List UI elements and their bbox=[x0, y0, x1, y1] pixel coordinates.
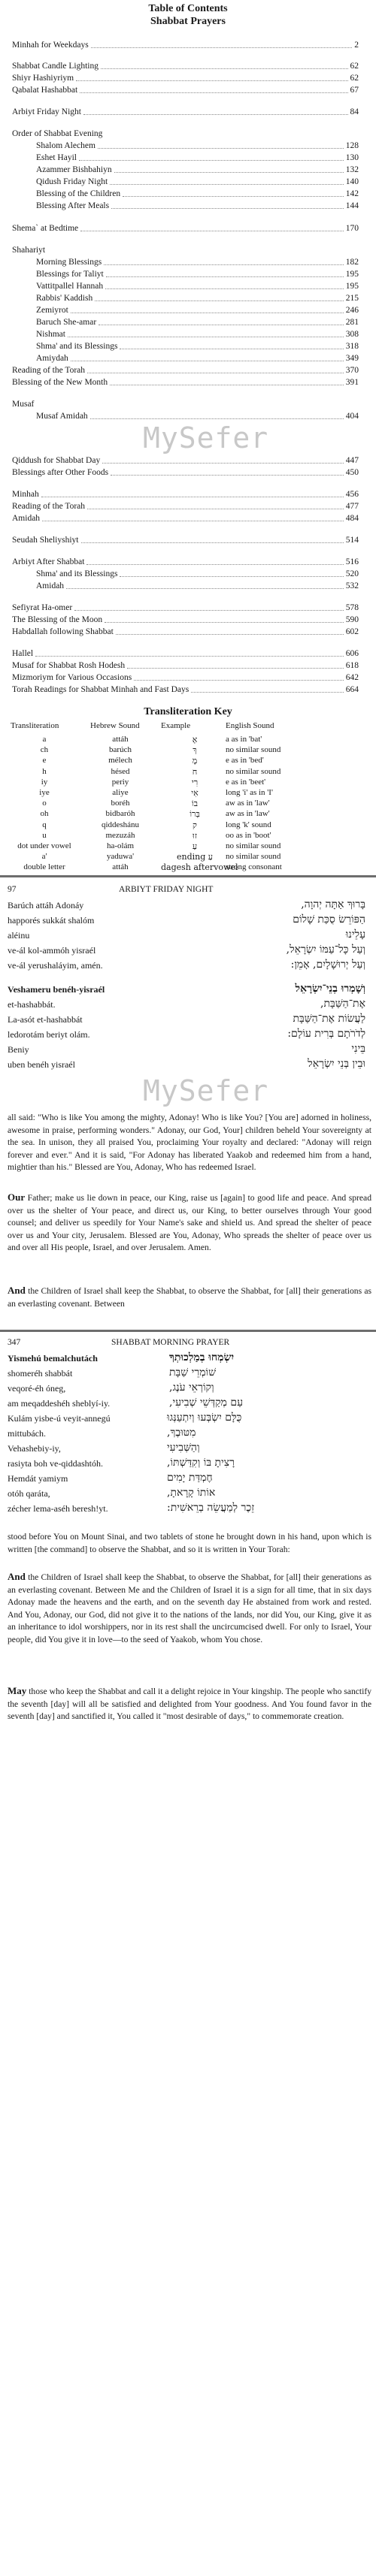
toc-page-number: 132 bbox=[345, 165, 359, 174]
key-header: Hebrew Sound bbox=[90, 721, 140, 730]
toc-page-number: 130 bbox=[345, 153, 359, 162]
toc-page-number: 456 bbox=[345, 490, 359, 499]
toc-label: Vattitpallel Hannah bbox=[36, 282, 104, 291]
transliteration-line: ve-ál kol-ammóh yisraél bbox=[8, 945, 96, 956]
toc-page-number: 404 bbox=[345, 412, 359, 421]
toc-leader bbox=[81, 534, 344, 543]
toc-page-number: 370 bbox=[345, 366, 359, 375]
transliteration-line: otóh qaráta, bbox=[8, 1488, 50, 1499]
toc-page-number: 590 bbox=[345, 615, 359, 624]
toc-row[interactable] bbox=[0, 512, 376, 524]
page-number: 347 bbox=[8, 1338, 21, 1347]
toc-leader bbox=[105, 280, 344, 289]
key-cell: qiddeshánu bbox=[101, 820, 140, 829]
toc-label: Shma' and its Blessings bbox=[36, 342, 118, 351]
toc-leader bbox=[110, 376, 344, 385]
toc-row[interactable] bbox=[0, 467, 376, 479]
key-cell: רִי bbox=[191, 777, 199, 787]
toc-row[interactable] bbox=[0, 328, 376, 340]
toc-row[interactable] bbox=[0, 39, 376, 51]
transliteration-line: shomeréh shabbát bbox=[8, 1368, 73, 1379]
key-cell: e as in 'beet' bbox=[226, 777, 266, 787]
toc-label: Morning Blessings bbox=[36, 258, 102, 267]
hebrew-line: רָצִיתָ בּוֹ וְקִדַּשְׁתּוֹ, bbox=[167, 1457, 235, 1469]
transliteration-line: Kulám yisbe-ú veyit-annegú bbox=[8, 1413, 111, 1424]
key-cell: aliye bbox=[112, 788, 129, 797]
toc-page-number: 170 bbox=[345, 224, 359, 233]
toc-label: Seudah Sheliyshiyt bbox=[12, 536, 79, 545]
toc-row[interactable] bbox=[0, 316, 376, 328]
toc-label: Arbiyt After Shabbat bbox=[12, 557, 85, 566]
key-cell: no similar sound bbox=[226, 852, 281, 862]
key-cell: no similar sound bbox=[226, 766, 281, 776]
hebrew-line: עָלֵינוּ bbox=[345, 929, 365, 941]
transliteration-line: ve-ál yerushaláyim, amén. bbox=[8, 960, 103, 971]
toc-row[interactable] bbox=[0, 72, 376, 84]
toc-row[interactable] bbox=[0, 454, 376, 467]
hebrew-line: אֶת־הַשַּׁבָּת, bbox=[320, 998, 365, 1010]
key-header: English Sound bbox=[226, 721, 274, 730]
toc-row[interactable] bbox=[0, 614, 376, 626]
transliteration-line: Barúch attáh Adonáy bbox=[8, 900, 84, 911]
key-cell: אָ bbox=[192, 735, 198, 744]
toc-label: Blessing After Meals bbox=[36, 201, 110, 210]
key-cell: זוּ bbox=[193, 830, 197, 841]
key-cell: בוֹ bbox=[191, 799, 199, 809]
toc-page-number: 447 bbox=[345, 456, 359, 465]
key-cell: עַ bbox=[192, 841, 198, 851]
hebrew-line: וּבֵין בְּנֵי יִשְׂרָאֵל bbox=[308, 1058, 365, 1070]
hebrew-line: הַפּוֹרֵשׂ סֻכַּת שָׁלוֹם bbox=[293, 914, 365, 926]
toc-label: Torah Readings for Shabbat Minhah and Fast Days bbox=[12, 685, 190, 694]
key-cell: e bbox=[42, 756, 47, 766]
toc-leader bbox=[123, 188, 344, 197]
key-cell: h bbox=[42, 766, 47, 776]
toc-row[interactable] bbox=[0, 268, 376, 280]
toc-leader bbox=[87, 500, 344, 509]
toc-page-number: 349 bbox=[345, 354, 359, 363]
key-cell: barúch bbox=[109, 745, 132, 755]
key-cell: ha-olám bbox=[106, 841, 135, 850]
key-cell: ch bbox=[40, 745, 49, 755]
toc-page-number: 578 bbox=[345, 603, 359, 612]
key-cell: ךְ bbox=[193, 745, 197, 756]
toc-row[interactable] bbox=[0, 672, 376, 684]
transliteration-line: happorés sukkát shalóm bbox=[8, 915, 95, 926]
toc-page-number: 391 bbox=[345, 378, 359, 387]
toc-label: Musaf bbox=[12, 400, 35, 409]
toc-leader bbox=[127, 660, 344, 669]
toc-page-number: 450 bbox=[345, 468, 359, 477]
toc-row[interactable] bbox=[0, 660, 376, 672]
watermark: MySefer bbox=[143, 421, 269, 454]
key-cell: attáh bbox=[112, 735, 129, 744]
toc-row[interactable] bbox=[0, 60, 376, 72]
key-cell: long 'k' sound bbox=[226, 820, 271, 829]
toc-row[interactable] bbox=[0, 128, 376, 140]
toc-page-number: 477 bbox=[345, 502, 359, 511]
toc-leader bbox=[35, 648, 344, 657]
toc-page-number: 514 bbox=[345, 536, 359, 545]
transliteration-line: aléinu bbox=[8, 930, 30, 941]
toc-row[interactable] bbox=[0, 352, 376, 364]
key-header: Transliteration bbox=[11, 721, 59, 730]
toc-leader bbox=[114, 164, 344, 173]
transliteration-line: veqoré-éh óneg, bbox=[8, 1383, 66, 1394]
toc-label: Shabbat Candle Lighting bbox=[12, 62, 99, 71]
toc-page-number: 664 bbox=[345, 685, 359, 694]
transliteration-line: Vehashebiy-iy, bbox=[8, 1443, 61, 1454]
toc-leader bbox=[71, 352, 344, 361]
toc-label: Order of Shabbat Evening bbox=[12, 129, 103, 138]
toc-row[interactable] bbox=[0, 106, 376, 118]
toc-row[interactable] bbox=[0, 84, 376, 96]
toc-leader bbox=[91, 39, 352, 48]
toc-label: Rabbis' Kaddish bbox=[36, 294, 93, 303]
transliteration-line: Beniy bbox=[8, 1044, 29, 1055]
toc-row[interactable] bbox=[0, 648, 376, 660]
toc-label: The Blessing of the Moon bbox=[12, 615, 103, 624]
toc-page-number: 182 bbox=[345, 258, 359, 267]
toc-page-number: 308 bbox=[345, 330, 359, 339]
toc-row[interactable] bbox=[0, 580, 376, 592]
lead-word: May bbox=[8, 1685, 27, 1696]
transliteration-key-title: Transliteration Key bbox=[144, 706, 232, 717]
toc-page-number: 532 bbox=[345, 581, 359, 590]
hebrew-line: עַם מְקַדְּשֵׁי שְׁבִיעִי, bbox=[169, 1397, 244, 1409]
toc-label: Reading of the Torah bbox=[12, 366, 86, 375]
key-cell: אִי bbox=[191, 788, 199, 798]
toc-leader bbox=[111, 467, 344, 476]
toc-leader bbox=[68, 328, 344, 337]
key-cell: ח bbox=[192, 766, 198, 777]
toc-row[interactable] bbox=[0, 556, 376, 568]
key-cell: yaduwa' bbox=[106, 852, 135, 862]
key-cell: boréh bbox=[111, 799, 130, 808]
toc-label: Mizmoriym for Various Occasions bbox=[12, 673, 132, 682]
toc-leader bbox=[79, 152, 344, 161]
toc-row[interactable] bbox=[0, 200, 376, 212]
toc-leader bbox=[116, 626, 344, 635]
toc-leader bbox=[111, 200, 344, 209]
key-cell: periy bbox=[111, 777, 129, 787]
toc-page-number: 318 bbox=[345, 342, 359, 351]
hebrew-line: וְקוֹרְאֵי עֹנֶג, bbox=[169, 1382, 214, 1394]
toc-label: Baruch She-amar bbox=[36, 318, 97, 327]
toc-leader bbox=[80, 84, 348, 93]
key-cell: a bbox=[42, 735, 47, 744]
toc-leader bbox=[110, 176, 344, 185]
hebrew-line: מִטּוּבֶךָ, bbox=[167, 1427, 196, 1439]
transliteration-line: ledorotám beriyt olám. bbox=[8, 1029, 90, 1040]
toc-row[interactable] bbox=[0, 626, 376, 638]
toc-leader bbox=[105, 614, 344, 623]
hebrew-line: יִשְׂמְחוּ בְמַלְכוּתְךָ bbox=[169, 1351, 235, 1363]
toc-leader bbox=[106, 268, 344, 277]
toc-label: Azammer Bishbahiyn bbox=[36, 165, 112, 174]
toc-label: Amidah bbox=[12, 514, 41, 523]
key-cell: oo as in 'boot' bbox=[226, 830, 271, 840]
toc-page-number: 606 bbox=[345, 649, 359, 658]
toc-page-number: 62 bbox=[350, 62, 359, 71]
key-cell: בְּרוֹ bbox=[190, 809, 200, 820]
running-header: ARBIYT FRIDAY NIGHT bbox=[119, 885, 214, 894]
toc-row[interactable] bbox=[0, 376, 376, 388]
hebrew-line: וְעַל יְרוּשָׁלָיִם, אָמֵן: bbox=[290, 959, 365, 971]
toc-row[interactable] bbox=[0, 684, 376, 696]
toc-row[interactable] bbox=[0, 140, 376, 152]
hebrew-line: זֵכֶר לְמַעֲשֵׂה בְרֵאשִׁית: bbox=[167, 1502, 255, 1514]
toc-page-number: 195 bbox=[345, 270, 359, 279]
translation-paragraph bbox=[8, 1685, 371, 1723]
toc-leader bbox=[120, 340, 344, 349]
lead-word: And bbox=[8, 1571, 26, 1582]
lead-word: And bbox=[8, 1285, 26, 1296]
toc-row[interactable] bbox=[0, 222, 376, 234]
transliteration-line: Yismehú bemalchutách bbox=[8, 1353, 98, 1363]
toc-label: Shahariyt bbox=[12, 246, 46, 255]
key-cell: oh bbox=[40, 809, 49, 819]
toc-label: Shalom Alechem bbox=[36, 141, 96, 150]
translation-paragraph bbox=[8, 1191, 371, 1255]
key-cell: a' bbox=[41, 852, 47, 862]
toc-label: Reading of the Torah bbox=[12, 502, 86, 511]
toc-leader bbox=[41, 488, 344, 497]
key-cell: ק bbox=[193, 820, 197, 830]
toc-label: Shiyr Hashiyriym bbox=[12, 74, 74, 83]
toc-leader bbox=[66, 580, 344, 589]
toc-leader bbox=[80, 222, 344, 231]
toc-leader bbox=[95, 292, 344, 301]
transliteration-line: zécher lema-aséh beresh!yt. bbox=[8, 1503, 108, 1514]
toc-leader bbox=[74, 602, 344, 611]
toc-row[interactable] bbox=[0, 340, 376, 352]
toc-page-number: 602 bbox=[345, 627, 359, 636]
key-header: Example bbox=[161, 721, 191, 730]
page-347 bbox=[0, 1332, 376, 2576]
transliteration-line: La-asót et-hashabbát bbox=[8, 1014, 83, 1025]
transliteration-line: rasiyta boh ve-qiddashtóh. bbox=[8, 1458, 103, 1469]
toc-row[interactable] bbox=[0, 152, 376, 164]
key-cell: e as in 'bed' bbox=[226, 756, 264, 766]
watermark: MySefer bbox=[143, 1074, 269, 1107]
toc-row[interactable] bbox=[0, 398, 376, 410]
toc-page-number: 281 bbox=[345, 318, 359, 327]
key-cell: mezuzáh bbox=[105, 830, 135, 840]
toc-label: Shema` at Bedtime bbox=[12, 224, 79, 233]
transliteration-line: mittubách. bbox=[8, 1428, 46, 1439]
toc-row[interactable] bbox=[0, 410, 376, 422]
toc-leader bbox=[120, 568, 344, 577]
toc-subtitle: Shabbat Prayers bbox=[150, 16, 226, 27]
toc-label: Qidush Friday Night bbox=[36, 177, 108, 186]
toc-row[interactable] bbox=[0, 292, 376, 304]
toc-row[interactable] bbox=[0, 280, 376, 292]
toc-label: Sefiyrat Ha-omer bbox=[12, 603, 73, 612]
toc-label: Blessing of the New Month bbox=[12, 378, 108, 387]
toc-leader bbox=[191, 684, 344, 693]
key-cell: dagesh aftervowel bbox=[161, 862, 238, 873]
toc-label: Musaf Amidah bbox=[36, 412, 88, 421]
paragraph-text: the Children of Israel shall keep the Shabbat, to observe the Shabbat, for [all] their generations as an everlasting covenant. Between Me and the Children of Israel it is a sign for all time, that in six days Adonay made the heavens and the earth, and on the seventh day He abstained from work and rested. And You, Adonay, our God, did not give it to the nations of the lands, nor did You, our King, give it as an inheritance to idol worshippers, nor in its rest shall the uncircumcised dwell. For only to Israel, Your people, did You give it in love—to the seed of Yaakob, whom You chose. bbox=[8, 1572, 371, 1644]
key-cell: dot under vowel bbox=[17, 841, 71, 850]
toc-page-number: 128 bbox=[345, 141, 359, 150]
key-cell: long 'i' as in 'I' bbox=[226, 788, 273, 797]
toc-page-number: 84 bbox=[350, 107, 359, 116]
toc-page-number: 144 bbox=[345, 201, 359, 210]
toc-leader bbox=[90, 410, 344, 419]
toc-row[interactable] bbox=[0, 568, 376, 580]
key-cell: no similar sound bbox=[226, 841, 281, 850]
toc-page-number: 142 bbox=[345, 189, 359, 198]
key-cell: aw as in 'law' bbox=[226, 799, 270, 808]
toc-label: Amiydah bbox=[36, 354, 68, 363]
toc-leader bbox=[42, 512, 344, 521]
toc-label: Habdallah following Shabbat bbox=[12, 627, 114, 636]
toc-page-number: 2 bbox=[354, 41, 359, 50]
toc-page-number: 140 bbox=[345, 177, 359, 186]
lead-word: Our bbox=[8, 1191, 26, 1203]
toc-row[interactable] bbox=[0, 500, 376, 512]
toc-label: Hallel bbox=[12, 649, 34, 658]
key-cell: u bbox=[42, 830, 47, 840]
toc-label: Nishmat bbox=[36, 330, 65, 339]
key-cell: iy bbox=[41, 777, 48, 787]
toc-row[interactable] bbox=[0, 364, 376, 376]
toc-label: Shma' and its Blessings bbox=[36, 569, 118, 578]
key-cell: מֶ bbox=[192, 756, 198, 766]
hebrew-line: אוֹתוֹ קָרָאתָ, bbox=[167, 1487, 216, 1499]
toc-page-number: 520 bbox=[345, 569, 359, 578]
translation-paragraph bbox=[8, 1571, 371, 1646]
toc-leader bbox=[99, 316, 344, 325]
toc-leader bbox=[76, 72, 348, 81]
hebrew-line: בָּרוּךְ אַתָּה יְהוָה, bbox=[301, 898, 365, 911]
transliteration-line: et-hashabbát. bbox=[8, 999, 56, 1010]
paragraph-text: the Children of Israel shall keep the Shabbat, to observe the Shabbat, for [all] their generations as an everlasting covenant. Between bbox=[8, 1286, 371, 1309]
hebrew-line: וְעַל כָּל־עַמּוֹ יִשְׂרָאֵל, bbox=[286, 944, 365, 956]
toc-label: Qabalat Hashabbat bbox=[12, 86, 78, 95]
toc-page-number: 516 bbox=[345, 557, 359, 566]
toc-leader bbox=[83, 106, 348, 115]
hebrew-line: לַעֲשׂוֹת אֶת־הַשַּׁבָּת bbox=[293, 1013, 365, 1025]
key-cell: no similar sound bbox=[226, 745, 281, 755]
toc-title: Table of Contents bbox=[148, 3, 228, 14]
key-cell: q bbox=[42, 820, 47, 829]
toc-page-number: 67 bbox=[350, 86, 359, 95]
toc-label: Blessings for Taliyt bbox=[36, 270, 104, 279]
toc-label: Amidah bbox=[36, 581, 65, 590]
toc-page-number: 215 bbox=[345, 294, 359, 303]
toc-label: Eshet Hayil bbox=[36, 153, 77, 162]
toc-row[interactable] bbox=[0, 534, 376, 546]
toc-row[interactable] bbox=[0, 602, 376, 614]
translation-paragraph: stood before You on Mount Sinai, and two tablets of stone he brought down in his hand, upon which is written [the command] to observe the Shabbat, and so it is written in Your Torah: bbox=[8, 1532, 371, 1554]
key-cell: mélech bbox=[108, 756, 132, 766]
toc-page-number: 484 bbox=[345, 514, 359, 523]
toc-leader bbox=[71, 304, 344, 313]
key-cell: bidbaróh bbox=[105, 809, 135, 819]
key-cell: aw as in 'law' bbox=[226, 809, 270, 819]
toc-page-number: 618 bbox=[345, 661, 359, 670]
toc-row[interactable] bbox=[0, 164, 376, 176]
toc-page-number: 642 bbox=[345, 673, 359, 682]
toc-row[interactable] bbox=[0, 188, 376, 200]
toc-page-number: 246 bbox=[345, 306, 359, 315]
key-cell: attáh bbox=[112, 862, 129, 872]
toc-page-number: 62 bbox=[350, 74, 359, 83]
hebrew-line: שׁוֹמְרֵי שַׁבָּת bbox=[169, 1367, 216, 1379]
paragraph-text: Father; make us lie down in peace, our King, raise us [again] to good life and peace. And spread over us the shelter of Your peace, and direct us, our King, to better ourselves through Your good counsel; and deliver us speedily for Your Name's sake and shield us. And spread the shelter of peace over us and Your city, Jerusalem. Blessed are You, Adonay, Who spreads the shelter of peace over us and over all His people, Israel, and over Jerusalem. Amen. bbox=[8, 1193, 371, 1252]
toc-label: Blessing of the Children bbox=[36, 189, 121, 198]
key-cell: hésed bbox=[111, 766, 130, 776]
toc-label: Musaf for Shabbat Rosh Hodesh bbox=[12, 661, 126, 670]
toc-leader bbox=[104, 256, 344, 265]
translation-paragraph: all said: "Who is like You among the mighty, Adonay! Who is like You? [You are] adorned in holiness, awesome in praise, performing wonders." Adonay, our God, Your] children beheld Your sovereignty at the sea. In unison, they all praised You, proclaiming Your royalty and declared: "Adonay will reign forever and ever." And it is said, "For Adonay has liberated Yaakob and redeemed him from a hand, mightier than his." Blessed are You, Adonay, Who has redeemed Israel. bbox=[8, 1113, 371, 1172]
paragraph-text: those who keep the Shabbat and call it a delight rejoice in Your kingship. The people who sanctify the seventh [day] will all be satisfied and delighted from Your goodness. And You found favor in the seventh [day] and sanctified it, You called it "most desirable of days," to commemorate creation. bbox=[8, 1687, 371, 1721]
key-cell: double letter bbox=[23, 862, 65, 872]
transliteration-line: Veshameru benéh-yisraél bbox=[8, 984, 105, 995]
hebrew-line: וְהַשְּׁבִיעִי bbox=[167, 1442, 200, 1454]
toc-label: Minhah for Weekdays bbox=[12, 41, 89, 50]
hebrew-line: חֶמְדַּת יָמִים bbox=[167, 1472, 213, 1484]
toc-row[interactable] bbox=[0, 244, 376, 256]
toc-row[interactable] bbox=[0, 176, 376, 188]
toc-row[interactable] bbox=[0, 256, 376, 268]
transliteration-line: am meqaddeshéh sheblyí-iy. bbox=[8, 1398, 111, 1409]
key-cell: ending עַ bbox=[176, 852, 213, 862]
transliteration-line: uben benéh yisraél bbox=[8, 1059, 75, 1070]
toc-row[interactable] bbox=[0, 304, 376, 316]
toc-label: Arbiyt Friday Night bbox=[12, 107, 81, 116]
toc-row[interactable] bbox=[0, 488, 376, 500]
toc-leader bbox=[101, 60, 348, 69]
hebrew-line: כֻּלָּם יִשְׂבְּעוּ וְיִתְעַנְּגוּ bbox=[167, 1412, 242, 1424]
key-cell: strong consonant bbox=[226, 862, 282, 872]
transliteration-line: Hemdát yamiym bbox=[8, 1473, 68, 1484]
toc-leader bbox=[102, 454, 344, 464]
page-number: 97 bbox=[8, 885, 17, 894]
hebrew-line: בֵּינִי bbox=[351, 1043, 365, 1055]
toc-label: Qiddush for Shabbat Day bbox=[12, 456, 101, 465]
hebrew-line: לְדֹרֹתָם בְּרִית עוֹלָם: bbox=[287, 1028, 365, 1040]
key-cell: iye bbox=[39, 788, 50, 797]
toc-leader bbox=[87, 364, 344, 373]
key-cell: a as in 'bat' bbox=[226, 735, 262, 744]
running-header: SHABBAT MORNING PRAYER bbox=[111, 1338, 230, 1347]
toc-label: Minhah bbox=[12, 490, 39, 499]
toc-page-number: 195 bbox=[345, 282, 359, 291]
key-cell: o bbox=[42, 799, 47, 808]
translation-paragraph bbox=[8, 1285, 371, 1310]
toc-leader bbox=[86, 556, 344, 565]
toc-leader bbox=[134, 672, 344, 681]
hebrew-line: וְשָׁמְרוּ בְנֵי־יִשְׂרָאֵל bbox=[295, 983, 365, 995]
toc-label: Blessings after Other Foods bbox=[12, 468, 109, 477]
toc-leader bbox=[98, 140, 344, 149]
toc-label: Zemiyrot bbox=[36, 306, 68, 315]
